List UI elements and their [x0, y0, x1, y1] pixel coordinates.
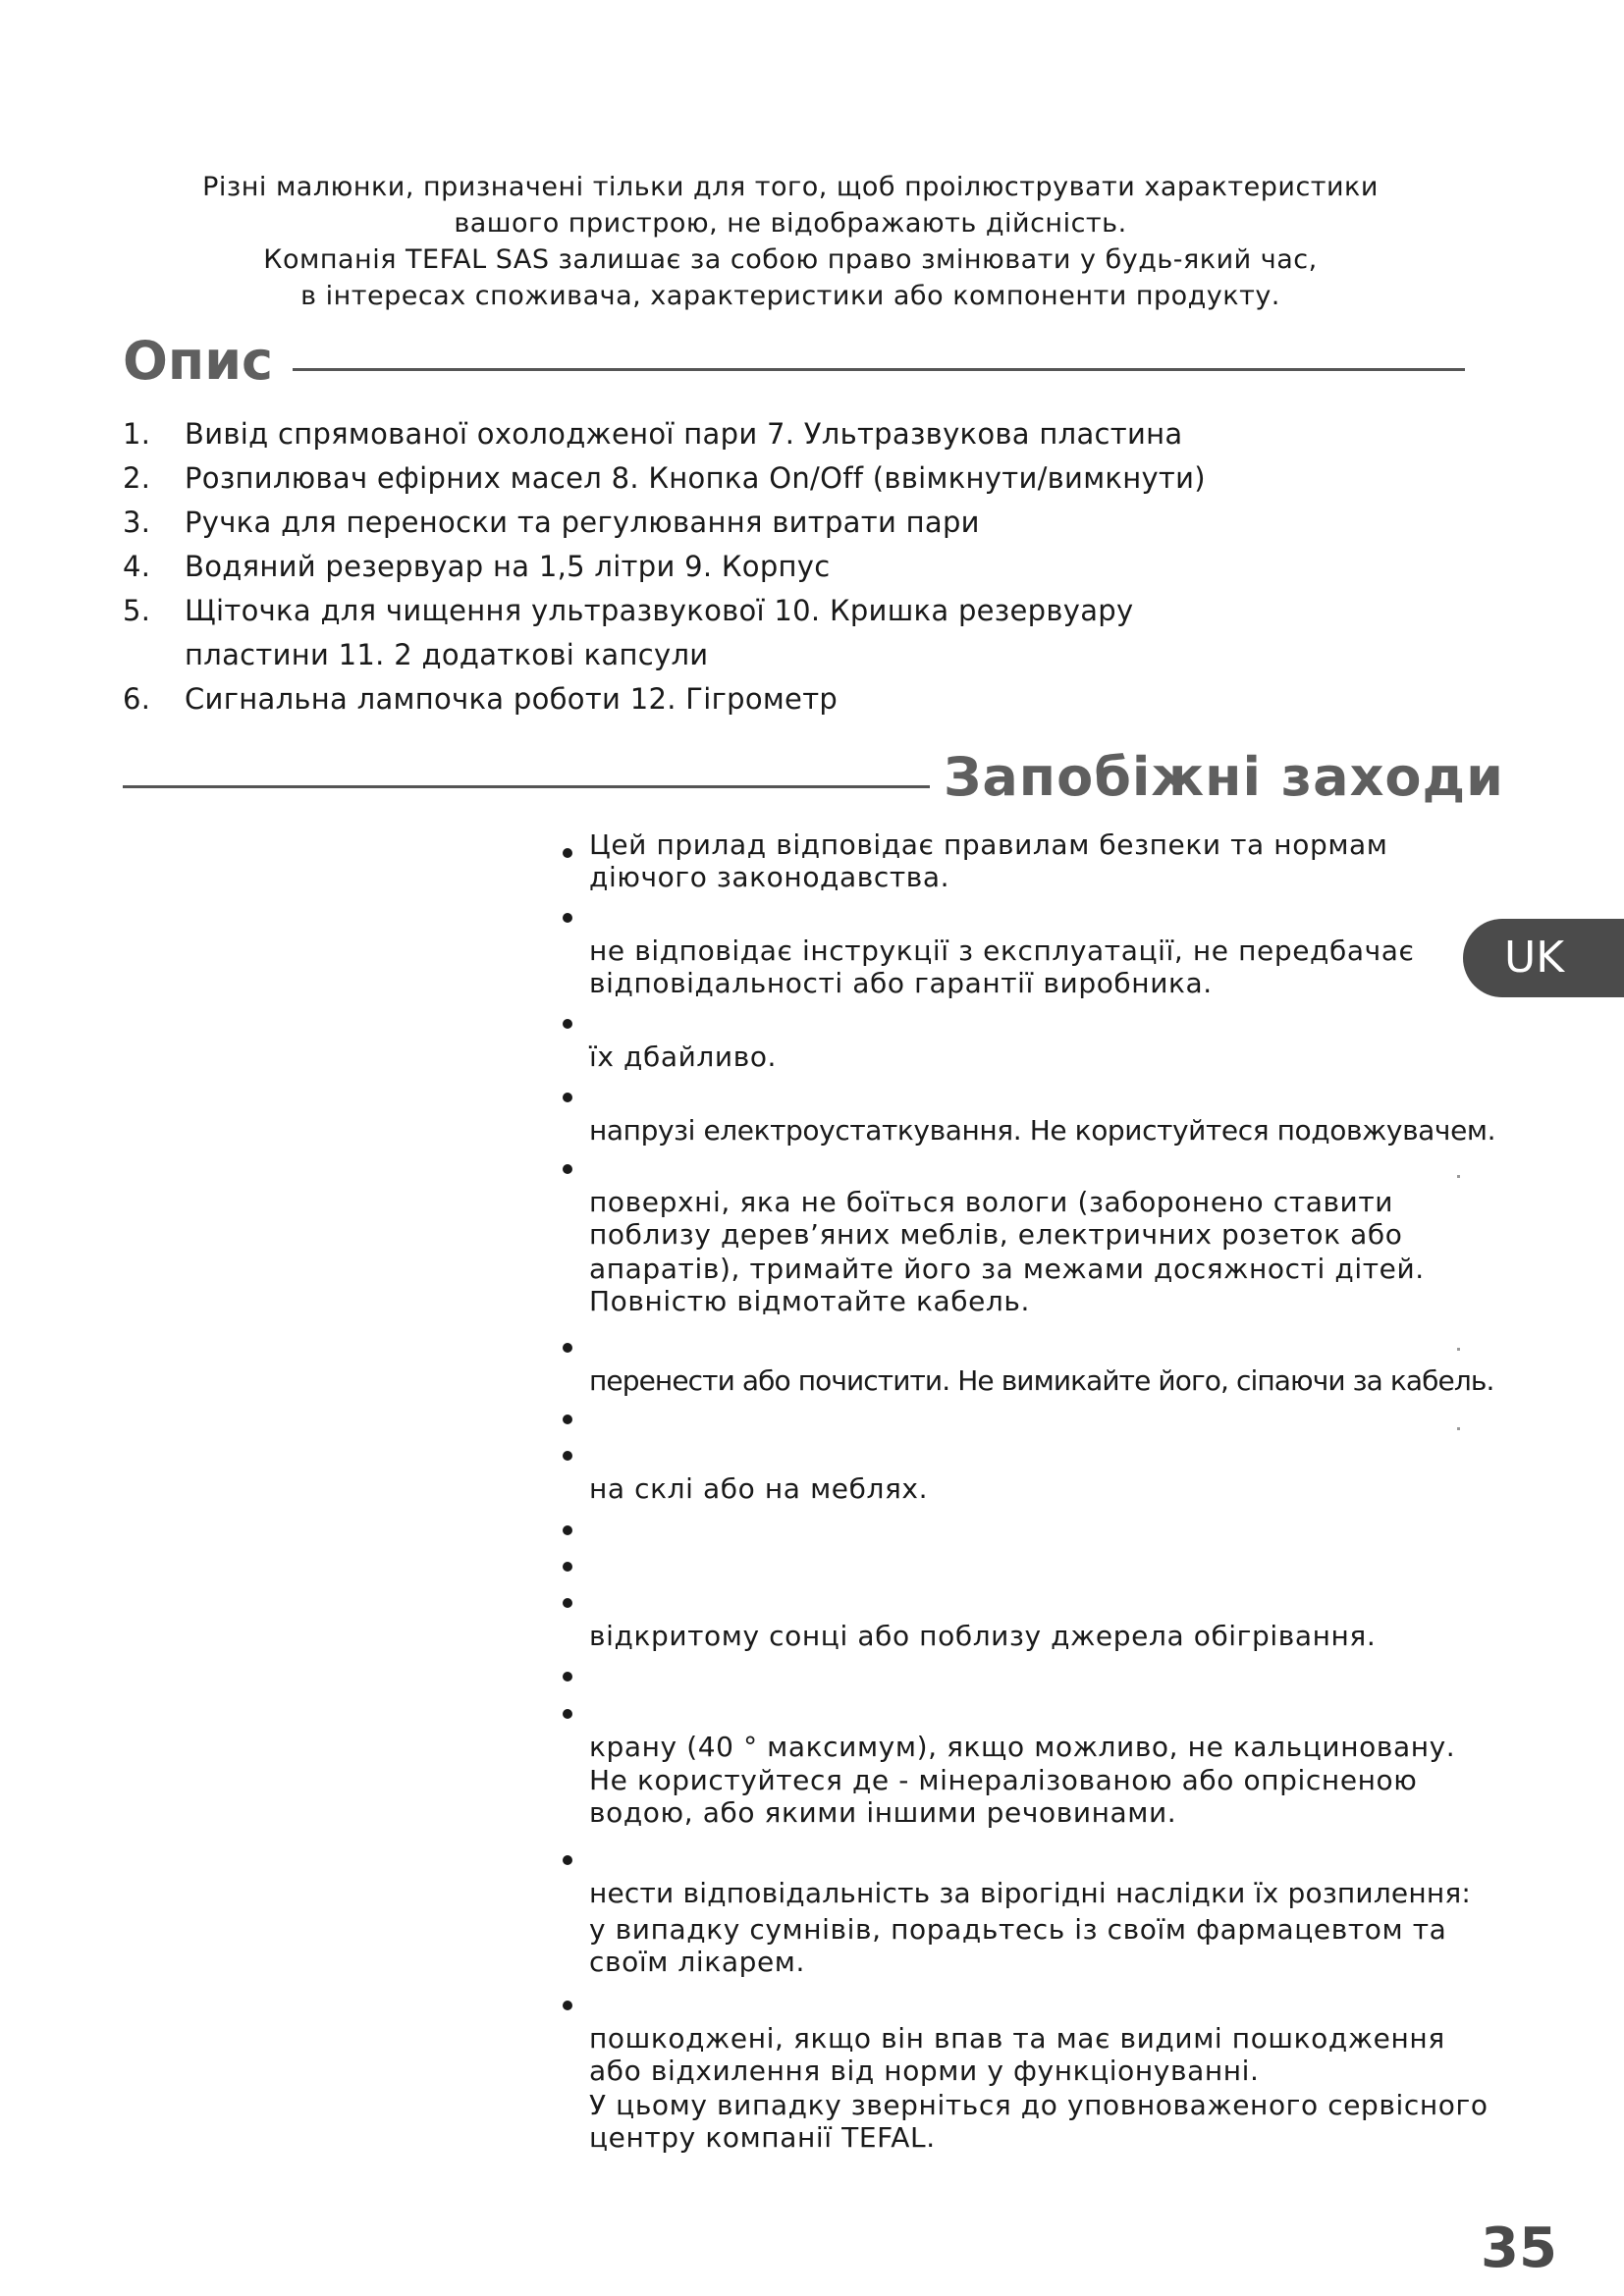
- safety-line: відповідальності або гарантії виробника.: [589, 967, 1213, 999]
- description-item: [123, 545, 1448, 589]
- bullet-icon: [560, 1556, 579, 1575]
- item-number: 6.: [123, 682, 151, 716]
- item-number: 1.: [123, 417, 151, 451]
- bullet-icon: [560, 1849, 579, 1869]
- disclaimer-line: вашого пристрою, не відображають дійсність.: [454, 208, 1127, 239]
- bullet-icon: [560, 1995, 579, 2014]
- safety-line: апаратів), тримайте його за межами досяжності дітей.: [589, 1253, 1425, 1285]
- bullet-icon: [560, 1445, 579, 1465]
- description-list: [123, 412, 1448, 726]
- safety-line: відкритому сонці або поблизу джерела обігрівання.: [589, 1620, 1377, 1652]
- disclaimer-line: Різні малюнки, призначені тільки для того, щоб проілюструвати характеристики: [202, 172, 1379, 202]
- description-item: [123, 456, 1448, 501]
- bullet-icon: [560, 907, 579, 927]
- bullet-icon: [560, 842, 579, 862]
- scan-mark: [1457, 1175, 1460, 1178]
- bullet-icon: [560, 1013, 579, 1033]
- safety-line: пошкоджені, якщо він впав та має видимі пошкодження: [589, 2022, 1445, 2055]
- item-number: 3.: [123, 506, 151, 539]
- safety-line: поверхні, яка не боїться вологи (заборонено ставити: [589, 1186, 1394, 1218]
- safety-line: на склі або на меблях.: [589, 1472, 929, 1505]
- page-number: 35: [1481, 2216, 1557, 2280]
- disclaimer-line: в інтересах споживача, характеристики або компоненти продукту.: [300, 281, 1280, 311]
- item-number: 4.: [123, 550, 151, 583]
- safety-line: Цей прилад відповідає правилам безпеки та нормам: [589, 828, 1388, 861]
- item-number: 2.: [123, 461, 151, 495]
- safety-line: напрузі електроустаткування. Не користуйтеся подовжувачем.: [589, 1114, 1496, 1147]
- language-tab: UK: [1463, 919, 1624, 997]
- bullet-icon: [560, 1158, 579, 1178]
- description-rule: [293, 368, 1465, 371]
- safety-line: Повністю відмотайте кабель.: [589, 1285, 1031, 1317]
- description-item: [123, 633, 1448, 677]
- item-text: пластини 11. 2 додаткові капсули: [185, 638, 709, 671]
- safety-line: Не користуйтеся де - мінералізованою або опрісненою: [589, 1764, 1418, 1796]
- item-number: 5.: [123, 594, 151, 627]
- safety-line: діючого законодавства.: [589, 861, 950, 893]
- bullet-icon: [560, 1592, 579, 1612]
- safety-line: не відповідає інструкції з експлуатації, не передбачає: [589, 934, 1415, 967]
- safety-title: Запобіжні заходи: [944, 746, 1504, 808]
- disclaimer: [0, 169, 1581, 314]
- description-item: [123, 589, 1448, 633]
- description-item: [123, 501, 1448, 545]
- item-text: Розпилювач ефірних масел 8. Кнопка On/Off (ввімкнути/вимкнути): [185, 461, 1206, 495]
- safety-line: перенести або почистити. Не вимикайте його, сіпаючи за кабель.: [589, 1364, 1494, 1397]
- safety-line: або відхилення від норми у функціонуванні.: [589, 2055, 1260, 2087]
- item-text: Водяний резервуар на 1,5 літри 9. Корпус: [185, 550, 831, 583]
- bullet-icon: [560, 1087, 579, 1106]
- item-text: Ручка для переноски та регулювання витрати пари: [185, 506, 980, 539]
- description-title: Опис: [123, 330, 274, 392]
- safety-rule: [123, 785, 930, 788]
- safety-line: у випадку сумнівів, порадьтесь із своїм фармацевтом та: [589, 1913, 1447, 1946]
- disclaimer-line: Компанія TEFAL SAS залишає за собою право змінювати у будь-який час,: [263, 244, 1318, 275]
- item-text: Сигнальна лампочка роботи 12. Гігрометр: [185, 682, 839, 716]
- safety-line: їх дбайливо.: [589, 1041, 778, 1073]
- bullet-icon: [560, 1666, 579, 1685]
- safety-line: крану (40 ° максимум), якщо можливо, не кальциновану.: [589, 1731, 1456, 1763]
- bullet-icon: [560, 1409, 579, 1428]
- bullet-icon: [560, 1520, 579, 1539]
- bullet-icon: [560, 1337, 579, 1357]
- item-text: Щіточка для чищення ультразвукової 10. Кришка резервуару: [185, 594, 1134, 627]
- safety-line: нести відповідальність за вірогідні наслідки їх розпилення:: [589, 1877, 1472, 1909]
- scan-mark: [1457, 1348, 1460, 1351]
- safety-line: центру компанії TEFAL.: [589, 2121, 936, 2154]
- description-item: [123, 412, 1448, 456]
- safety-line: поблизу дерев’яних меблів, електричних розеток або: [589, 1218, 1403, 1251]
- description-item: [123, 677, 1448, 721]
- safety-line: своїм лікарем.: [589, 1946, 805, 1978]
- safety-line: У цьому випадку зверніться до уповноваженого сервісного: [589, 2089, 1489, 2121]
- safety-line: водою, або якими іншими речовинами.: [589, 1796, 1177, 1829]
- bullet-icon: [560, 1703, 579, 1723]
- item-text: Вивід спрямованої охолодженої пари 7. Ультразвукова пластина: [185, 417, 1183, 451]
- scan-mark: [1457, 1427, 1460, 1430]
